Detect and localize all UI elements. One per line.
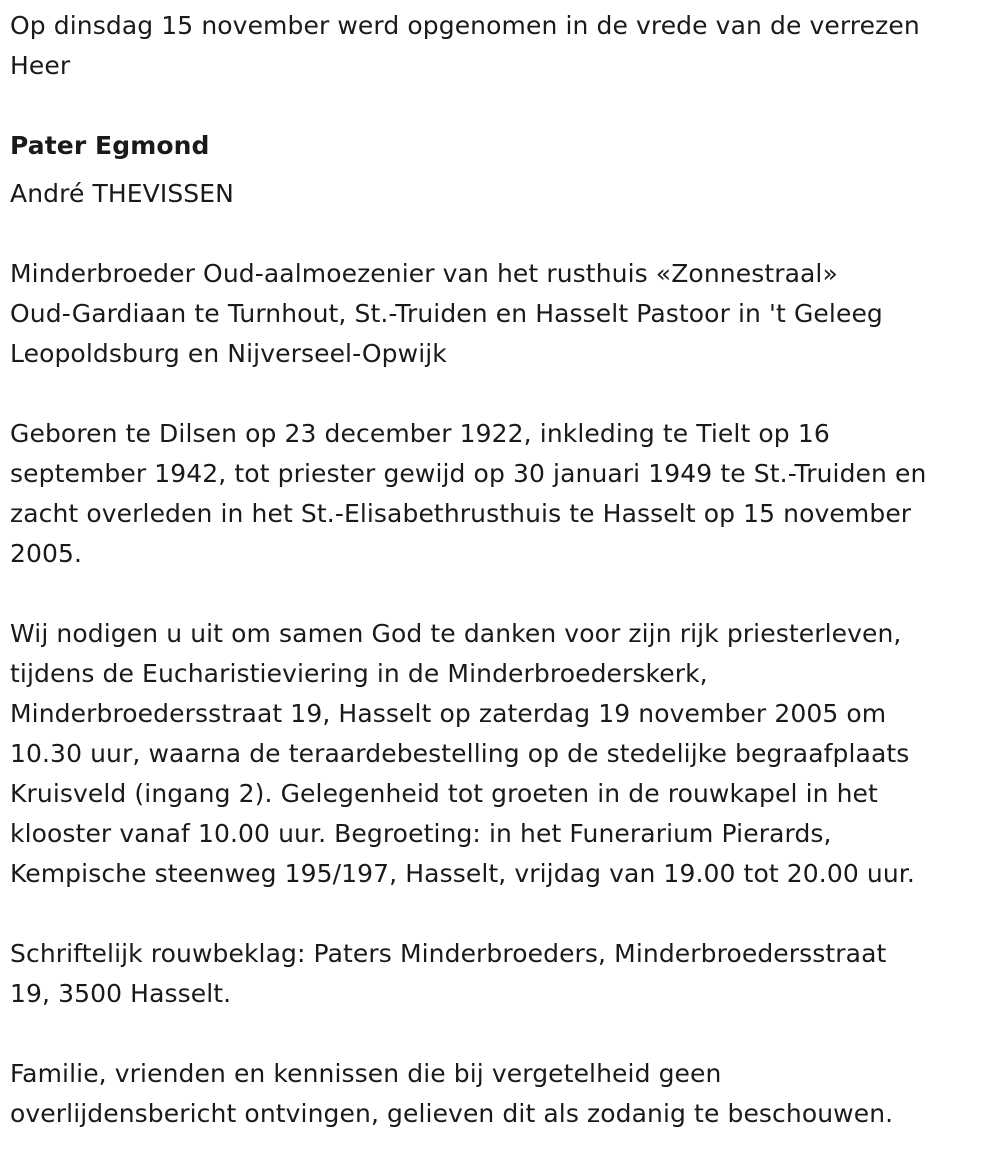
- invitation-line: Minderbroedersstraat 19, Hasselt op zaterdag 19 november 2005 om: [10, 699, 887, 728]
- biography-line: september 1942, tot priester gewijd op 30 januari 1949 te St.-Truiden en: [10, 459, 927, 488]
- roles-line: Minderbroeder Oud-aalmoezenier van het rusthuis «Zonnestraal»: [10, 259, 838, 288]
- religious-name: Pater Egmond: [10, 131, 210, 160]
- name-block: [10, 126, 970, 214]
- intro-line: Heer: [10, 51, 71, 80]
- invitation-line: Kruisveld (ingang 2). Gelegenheid tot groeten in de rouwkapel in het: [10, 779, 878, 808]
- invitation-line: klooster vanaf 10.00 uur. Begroeting: in het Funerarium Pierards,: [10, 819, 832, 848]
- biography-paragraph: [10, 414, 970, 574]
- spacer: [10, 1014, 970, 1054]
- biography-line: 2005.: [10, 539, 83, 568]
- biography-line: zacht overleden in het St.-Elisabethrusthuis te Hasselt op 15 november: [10, 499, 912, 528]
- roles-line: Leopoldsburg en Nijverseel-Opwijk: [10, 339, 447, 368]
- invitation-line: Kempische steenweg 195/197, Hasselt, vrijdag van 19.00 tot 20.00 uur.: [10, 859, 915, 888]
- condolences-line: Schriftelijk rouwbeklag: Paters Minderbroeders, Minderbroedersstraat: [10, 939, 887, 968]
- intro-paragraph: [10, 6, 970, 86]
- invitation-paragraph: [10, 614, 970, 894]
- invitation-line: Wij nodigen u uit om samen God te danken voor zijn rijk priesterleven,: [10, 619, 902, 648]
- spacer: [10, 894, 970, 934]
- spacer: [10, 214, 970, 254]
- roles-line: Oud-Gardiaan te Turnhout, St.-Truiden en Hasselt Pastoor in 't Geleeg: [10, 299, 883, 328]
- spacer: [10, 574, 970, 614]
- invitation-line: tijdens de Eucharistieviering in de Minderbroederskerk,: [10, 659, 708, 688]
- invitation-line: 10.30 uur, waarna de teraardebestelling op de stedelijke begraafplaats: [10, 739, 910, 768]
- condolences-line: 19, 3500 Hasselt.: [10, 979, 232, 1008]
- biography-line: Geboren te Dilsen op 23 december 1922, inkleding te Tielt op 16: [10, 419, 830, 448]
- spacer: [10, 166, 970, 174]
- spacer: [10, 374, 970, 414]
- intro-line: Op dinsdag 15 november werd opgenomen in de vrede van de verrezen: [10, 11, 920, 40]
- closing-paragraph: [10, 1054, 970, 1134]
- closing-line: Familie, vrienden en kennissen die bij vergetelheid geen: [10, 1059, 722, 1088]
- roles-paragraph: [10, 254, 970, 374]
- condolences-paragraph: [10, 934, 970, 1014]
- closing-line: overlijdensbericht ontvingen, gelieven dit als zodanig te beschouwen.: [10, 1099, 894, 1128]
- civil-name: André THEVISSEN: [10, 179, 234, 208]
- spacer: [10, 86, 970, 126]
